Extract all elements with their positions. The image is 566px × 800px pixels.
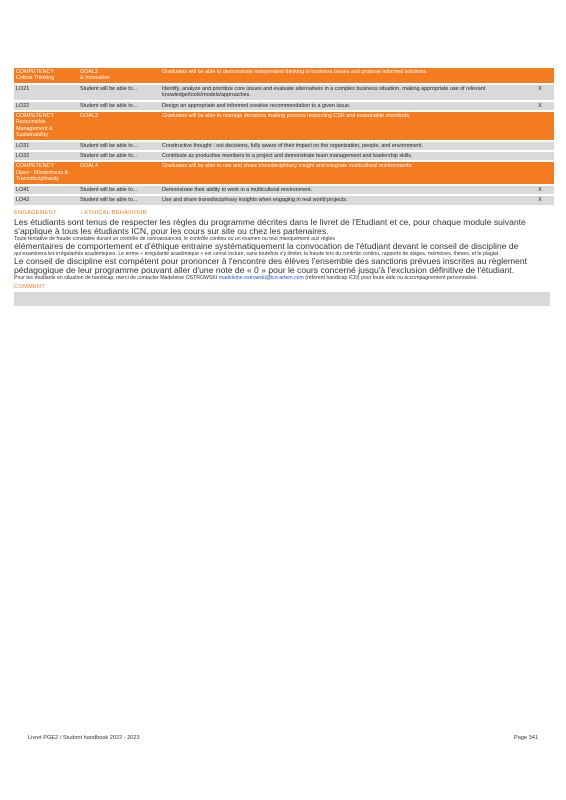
assessed-mark-cell (526, 112, 554, 140)
description-cell-text: Demonstrate their ability to work in a multicultural environment. (162, 186, 313, 193)
description-cell (160, 142, 526, 150)
description-cell (160, 85, 526, 100)
learning-outcome-row (14, 142, 554, 150)
assessed-mark-cell (526, 196, 554, 204)
handicap-text-start: Pour les étudiants en situation de handicap, merci de contacter Madeleine OSTROWSKI (14, 274, 218, 281)
student-will-cell-text: Student will be able to... (80, 85, 138, 92)
competency-cell (14, 112, 78, 140)
footer-page-number: Page 341 (514, 735, 538, 741)
handicap-text-end: (référent handicap ICN) pour toute aide ou accompagnement personnalisé. (305, 274, 478, 281)
goal-cell (78, 162, 160, 183)
learning-outcome-row (14, 196, 554, 204)
engagement-label: ENGAGEMENT (14, 209, 57, 216)
comment-box (14, 292, 550, 306)
assessed-mark-cell (526, 68, 554, 83)
description-cell (160, 112, 526, 140)
learning-outcome-row (14, 152, 554, 160)
description-cell-text: Identify, analyze and prioritize core issues and evaluate alternatives in a complex business situation, making appropriate use of relevant knowledge/tools/models/approaches. (162, 85, 486, 99)
assessed-mark-cell (526, 142, 554, 150)
handbook-page (14, 66, 550, 306)
lo-code-cell (14, 152, 78, 160)
competency-goal-row (14, 68, 554, 83)
description-cell-text: Graduates will be able to use and share transdisciplinary insight and integrate multicultural environments. (162, 163, 413, 170)
comment-label: COMMENT (14, 284, 45, 291)
competency-cell-text: COMPETENCY (16, 163, 55, 170)
assessed-mark-cell (526, 186, 554, 194)
description-cell-text: Constructive thought - out decisions, fully aware of their impact on the organization, people, and environment. (162, 142, 423, 149)
fraud-paragraph-3: qui examinera les irrégularités académiques. Le terme « irrégularité académique » est censé inclure, sans toutefois s'y limiter, la fraude lors du contrôle continu, rapports de stages, mémoires, thèses, et le plagiat. (14, 250, 500, 257)
lo-code-cell-text: LO22 (16, 102, 30, 109)
engagement-rules-paragraph: Les étudiants sont tenus de respecter les règles du programme décrites dans le livret de l'Etudiant et ce, pour chaque module suivante s'applique à tous les étudiants ICN, pour les cours sur site ou chez les partenaires. (14, 216, 526, 236)
student-will-cell-text: Student will be able to... (80, 102, 138, 109)
competency-table (14, 66, 554, 207)
learning-outcome-row (14, 85, 554, 100)
competency-cell-text: COMPETENCY (16, 69, 55, 75)
competency-cell (14, 68, 78, 83)
description-cell (160, 196, 526, 204)
engagement-heading (14, 210, 550, 216)
description-cell-text: Contribute as productive members to a project and demonstrate team management and leadership skills. (162, 153, 413, 160)
lo-code-cell (14, 186, 78, 194)
competency-cell-subtext: Critical Thinking (16, 75, 55, 82)
assessed-mark-cell-text: X (538, 186, 542, 193)
competency-cell-subtext: Responsible Management & Sustainability (16, 119, 53, 139)
goal-cell-text: GOAL3 (80, 113, 98, 120)
student-will-cell (78, 102, 160, 110)
lo-code-cell (14, 102, 78, 110)
lo-code-cell-text: LO32 (16, 153, 30, 160)
engagement-text (14, 218, 550, 282)
student-will-cell (78, 186, 160, 194)
lo-code-cell-text: LO41 (16, 186, 30, 193)
description-cell (160, 186, 526, 194)
assessed-mark-cell (526, 85, 554, 100)
description-cell-text: Design an appropriate and informed creative recommendation to a given issue. (162, 102, 351, 109)
lo-code-cell (14, 196, 78, 204)
assessed-mark-cell (526, 102, 554, 110)
assessed-mark-cell (526, 162, 554, 183)
goal-cell-subtext: & Innovation (80, 75, 110, 82)
student-will-cell-text: Student will be able to... (80, 197, 138, 204)
lo-code-cell (14, 85, 78, 100)
student-will-cell-text: Student will be able to... (80, 142, 138, 149)
discipline-paragraph: Le conseil de discipline est compétent pour prononcer à l'encontre des élèves l'ensemble des sanctions prévues inscrites au règlement pédagogique de leur programme pouvant aller d'une note de « 0 » pour le cours concerné jusqu'à l'exclusion définitive de l'étudiant. (14, 255, 527, 275)
goal-cell (78, 68, 160, 83)
competency-cell-text: COMPETENCY (16, 113, 55, 120)
lo-code-cell-text: LO31 (16, 142, 30, 149)
assessed-mark-cell-text: X (538, 102, 542, 109)
assessed-mark-cell-text: X (538, 85, 542, 92)
contact-email-link[interactable]: madeleine.ostrowski@icn-artem.com (218, 274, 304, 281)
student-will-cell (78, 142, 160, 150)
description-cell-text: Use and share transdisciplinary insights when engaging in real world projects. (162, 197, 348, 204)
lo-code-cell-text: LO42 (16, 197, 30, 204)
learning-outcome-row (14, 186, 554, 194)
description-cell (160, 162, 526, 183)
student-will-cell-text: Student will be able to... (80, 186, 138, 193)
goal-cell-text: GOAL2 (80, 69, 98, 75)
competency-cell (14, 162, 78, 183)
competency-goal-row (14, 112, 554, 140)
handicap-paragraph (14, 275, 550, 281)
assessed-mark-cell-text: X (538, 197, 542, 204)
ethical-behaviour-label: / ETHICAL BEHAVIOUR (80, 209, 147, 216)
assessed-mark-cell (526, 152, 554, 160)
student-will-cell (78, 85, 160, 100)
description-cell (160, 68, 526, 83)
goal-cell (78, 112, 160, 140)
learning-outcome-row (14, 102, 554, 110)
description-cell-text: Graduates will be able to manage decisions making process respecting CSR and sustainable standards. (162, 113, 411, 120)
student-will-cell (78, 152, 160, 160)
fraud-paragraph-1: Toute tentative de fraude constatée durant un contrôle de connaissances, le contrôle continu ou un examen ou tout manquement aux règles (14, 235, 335, 242)
description-cell (160, 152, 526, 160)
student-will-cell-text: Student will be able to... (80, 153, 138, 160)
goal-cell-text: GOAL4 (80, 163, 98, 170)
lo-code-cell (14, 142, 78, 150)
competency-cell-subtext: Open - Mindedness & Transdisciplinarity (16, 169, 69, 183)
description-cell (160, 102, 526, 110)
fraud-paragraph-2: élémentaires de comportement et d'éthique entraine systématiquement la convocation de l'étudiant devant le conseil de discipline de (14, 240, 519, 251)
competency-goal-row (14, 162, 554, 183)
student-will-cell (78, 196, 160, 204)
footer-handbook-title: Livret PGE2 / Student handbook 2022 - 2023 (28, 735, 140, 741)
lo-code-cell-text: LO21 (16, 85, 30, 92)
description-cell-text: Graduates will be able to demonstrate independent thinking in business issues and propose informed solutions. (162, 69, 428, 75)
